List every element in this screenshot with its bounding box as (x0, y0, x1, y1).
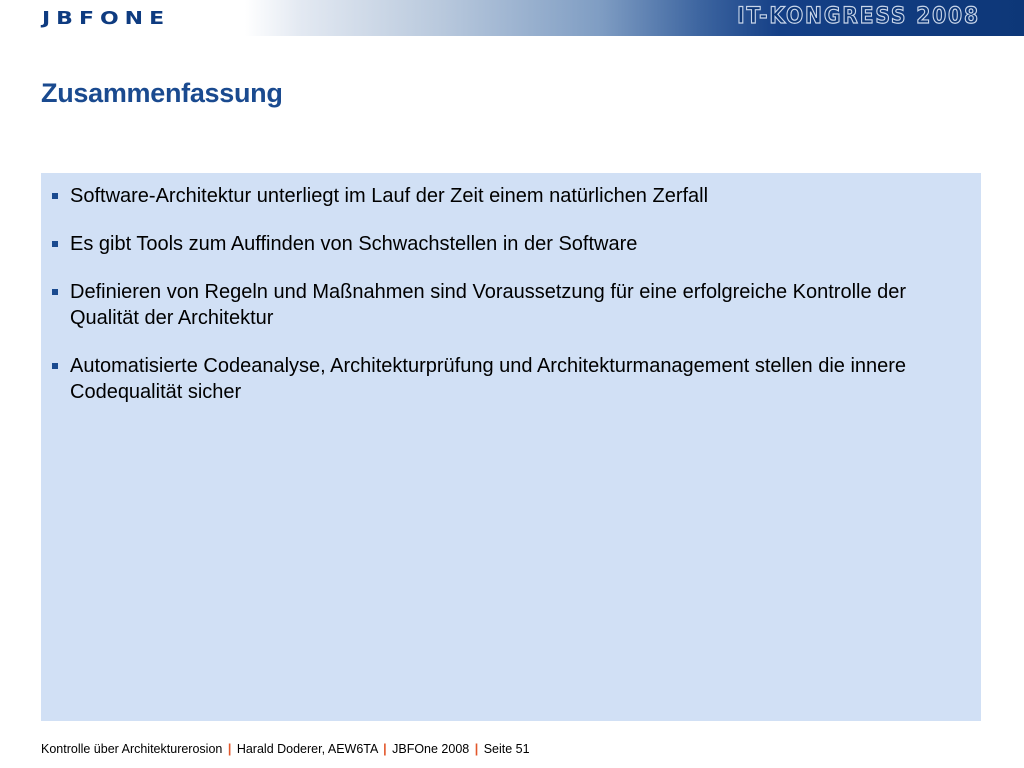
bullet-text: Software-Architektur unterliegt im Lauf der Zeit einem natürlichen Zerfall (70, 185, 709, 207)
bullet-text: Es gibt Tools zum Auffinden von Schwachstellen in der Software (70, 233, 638, 255)
logo-wordmark: JBFONE (42, 7, 171, 29)
footer-topic: Kontrolle über Architekturerosion (41, 742, 223, 756)
footer-separator: | (474, 742, 479, 756)
footer-event: JBFOne 2008 (392, 742, 470, 756)
footer-speaker: Harald Doderer (236, 742, 322, 756)
footer-session: AEW6TA (327, 742, 378, 756)
footer-separator: | (227, 742, 232, 756)
footer-page-number: Seite 51 (483, 742, 530, 756)
footer-separator: | (383, 742, 387, 756)
square-bullet-icon (52, 193, 58, 199)
bullet-text: Automatisierte Codeanalyse, Architekturprüfung und Architekturmanagement stellen die innere Codequalität sicher (70, 355, 907, 403)
bullet-list (41, 173, 981, 405)
footer: Kontrolle über Architekturerosion | Harald Doderer, AEW6TA | JBFOne 2008 | Seite 51 (41, 742, 530, 756)
bullet-item (41, 183, 981, 209)
jbfone-logo (42, 6, 170, 30)
bullet-text: Definieren von Regeln und Maßnahmen sind Voraussetzung für eine erfolgreiche Kontrolle der Qualität der Architektur (70, 281, 907, 329)
congress-label: IT-KONGRESS 2008 (737, 4, 980, 29)
square-bullet-icon (52, 363, 58, 369)
bullet-item (41, 353, 981, 405)
square-bullet-icon (52, 241, 58, 247)
content-box (41, 173, 981, 721)
bullet-item (41, 279, 981, 331)
slide-title: Zusammenfassung (41, 78, 283, 108)
square-bullet-icon (52, 289, 58, 295)
bullet-item (41, 231, 981, 257)
